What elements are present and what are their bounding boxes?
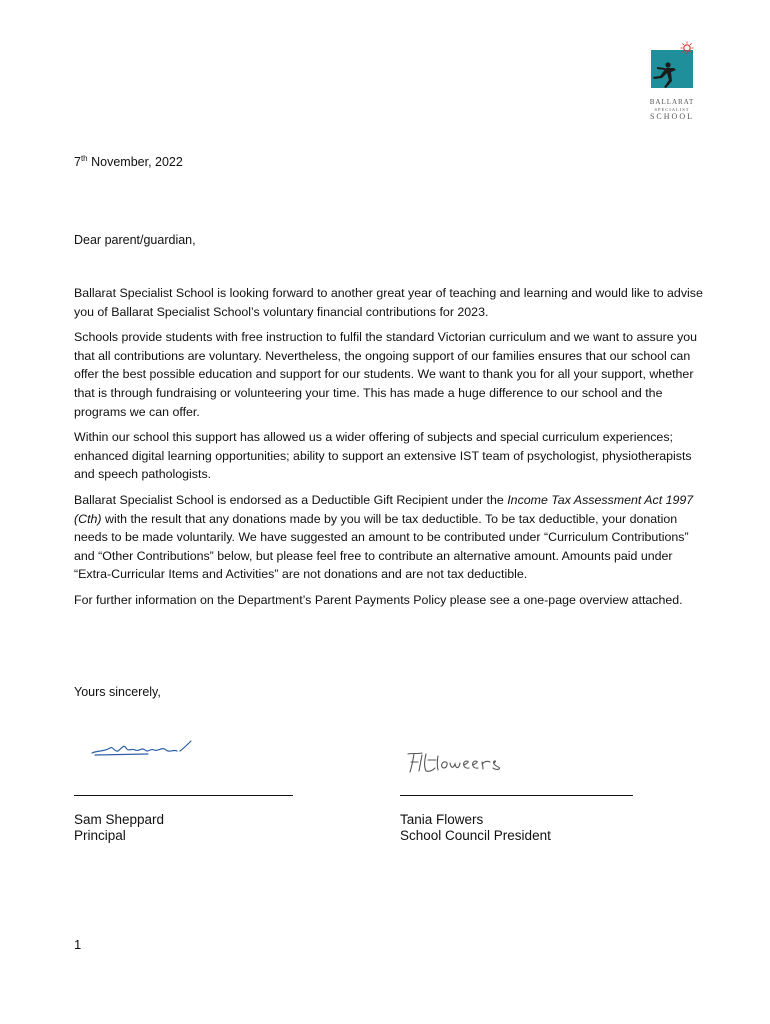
letter-body <box>74 284 704 617</box>
letter-date <box>74 154 183 169</box>
date-day: 7 <box>74 155 81 170</box>
salutation: Dear parent/guardian, <box>74 233 196 247</box>
paragraph-3: Within our school this support has allowed us a wider offering of subjects and special curriculum experiences; enhanced digital learning opportunities; ability to support an extensive IST team of psychologist, physiotherapists and speech pathologists. <box>74 430 692 482</box>
paragraph-5: For further information on the Department’s Parent Payments Policy please see a one-page overview attached. <box>74 592 683 607</box>
signatory-right-name: Tania Flowers <box>400 812 484 827</box>
signatory-right <box>400 812 551 844</box>
signatory-right-title: School Council President <box>400 828 551 843</box>
signatory-left <box>74 812 164 844</box>
page-number: 1 <box>74 937 82 952</box>
signature-left-image <box>88 736 200 762</box>
paragraph-4-text-a: Ballarat Specialist School is endorsed as a Deductible Gift Recipient under the <box>74 492 508 507</box>
date-month-year: November, 2022 <box>87 155 183 170</box>
logo-text-school: SCHOOL <box>649 112 694 121</box>
signature-right-image <box>402 748 530 778</box>
logo-text-ballarat: BALLARAT <box>649 98 695 106</box>
school-logo-emblem <box>638 40 706 98</box>
signatory-left-title: Principal <box>74 828 126 843</box>
closing: Yours sincerely, <box>74 685 161 699</box>
paragraph-4 <box>74 491 704 584</box>
logo-text-specialist: SPECIALIST <box>654 107 690 112</box>
paragraph-4-text-b: with the result that any donations made by you will be tax deductible. To be tax deductible, your donation needs to be made voluntarily. We have suggested an amount to be contributed under “Curriculum Contributions” and “Other Contributions” below, but please feel free to contribute an alternative amount. Amounts paid under “Extra-Curricular Items and Activities” are not donations and are not tax deductible. <box>74 511 689 582</box>
signature-line-right <box>400 795 633 796</box>
paragraph-2: Schools provide students with free instruction to fulfil the standard Victorian curriculum and we want to assure you that all contributions are voluntary. Nevertheless, the ongoing support of our families ensures that our school can offer the best possible education and support for our students. We want to thank you for all your support, whether that is through fundraising or volunteering your time. This has made a huge difference to our school and the programs we can offer. <box>74 330 698 419</box>
school-logo <box>638 40 706 124</box>
paragraph-1: Ballarat Specialist School is looking forward to another great year of teaching and learning and would like to advise you of Ballarat Specialist School’s voluntary financial contributions for 2023. <box>74 286 703 319</box>
signature-line-left <box>74 795 293 796</box>
act-title: Income Tax Assessment Act 1997 (Cth) <box>74 492 694 526</box>
signatory-left-name: Sam Sheppard <box>74 812 165 827</box>
date-suffix: th <box>80 154 88 163</box>
